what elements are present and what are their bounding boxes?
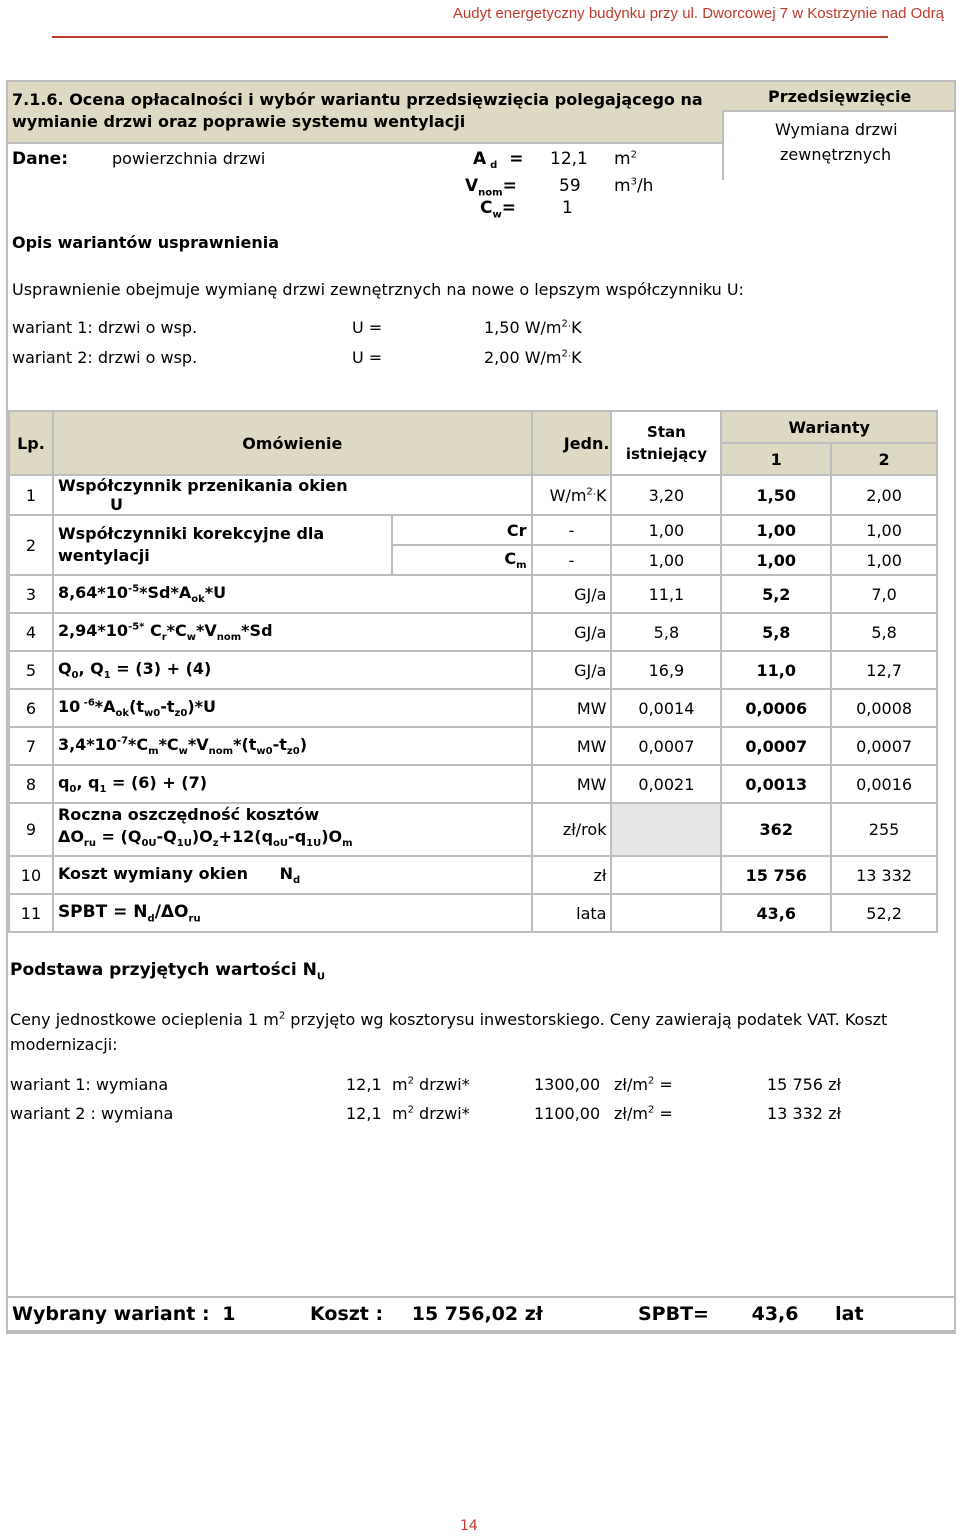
basis-heading-text: Podstawa przyjętych wartości N xyxy=(10,960,317,980)
cost-variant1-unit-sup: 2 xyxy=(407,1075,414,1087)
cost-variant1-unit-tail: drzwi* xyxy=(413,1075,470,1094)
row8-unit: MW xyxy=(532,765,612,803)
row1-unit-sup: 2. xyxy=(586,486,596,498)
cost-variant2-total: 13 332 zł xyxy=(767,1104,842,1123)
row1-lp: 1 xyxy=(9,475,53,515)
table-row xyxy=(9,689,937,727)
ad-unit-base: m xyxy=(614,149,631,169)
project-divider xyxy=(722,110,724,180)
variant2-value-base: 2,00 W/m xyxy=(484,348,562,367)
page-number: 14 xyxy=(460,1518,478,1534)
row1-current: 3,20 xyxy=(611,475,721,515)
document-header-title: Audyt energetyczny budynku przy ul. Dworcowej 7 w Kostrzynie nad Odrą xyxy=(452,5,944,22)
cost-variant1-price-sup: 2 xyxy=(647,1075,655,1087)
row2a-v1: 1,00 xyxy=(721,515,831,545)
row7-unit: MW xyxy=(532,727,612,765)
col-current-line1: Stan xyxy=(647,423,686,441)
cost-variant2-unit-sup: 2 xyxy=(407,1104,414,1116)
project-label: Przedsięwzięcie xyxy=(768,87,912,106)
cost-variant1-price: 1300,00 xyxy=(534,1075,601,1094)
ad-symbol-sub: d xyxy=(490,160,498,172)
row7-lp: 7 xyxy=(9,727,53,765)
row8-v2: 0,0016 xyxy=(831,765,937,803)
table-row xyxy=(9,613,937,651)
row5-formula: $Q_0$, $Q_1 = (3) + (4)$ xyxy=(53,651,532,689)
row3-unit: GJ/a xyxy=(532,575,612,613)
row6-unit: MW xyxy=(532,689,612,727)
summary-cost-value: 15 756,02 zł xyxy=(411,1303,543,1325)
table-row xyxy=(9,765,937,803)
cost-variant2-price: 1100,00 xyxy=(534,1104,601,1123)
cost-variant1-price-unit xyxy=(614,1075,673,1094)
basis-heading-sub: U xyxy=(316,971,325,983)
vnom-unit-sup: 3 xyxy=(630,176,637,188)
row11-unit: lata xyxy=(532,894,612,932)
variant2-u: U = xyxy=(352,348,383,367)
row9-unit: zł/rok xyxy=(532,803,612,856)
basis-text1b: przyjęto wg kosztorysu inwestorskiego. Ceny zawierają podatek VAT. Koszt xyxy=(285,1010,888,1029)
variant1-value-tail: K xyxy=(571,318,582,337)
col-description: Omówienie xyxy=(53,411,532,475)
variant1-u: U = xyxy=(352,318,383,337)
row8-lp: 8 xyxy=(9,765,53,803)
basis-heading xyxy=(10,960,325,982)
ad-value: 12,1 xyxy=(550,149,588,169)
row9-current xyxy=(611,803,721,856)
row10-v1: 15 756 xyxy=(721,856,831,894)
cw-symbol xyxy=(480,198,516,220)
basis-text1a: Ceny jednostkowe ocieplenia 1 m xyxy=(10,1010,279,1029)
row11-v1: 43,6 xyxy=(721,894,831,932)
row5-lp: 5 xyxy=(9,651,53,689)
row6-v1: 0,0006 xyxy=(721,689,831,727)
variant2-value xyxy=(484,348,582,367)
row9-v1: 362 xyxy=(721,803,831,856)
vnom-eq: = xyxy=(502,176,517,196)
summary-cost xyxy=(310,1303,543,1325)
ad-unit-sup: 2 xyxy=(630,149,637,161)
col-unit: Jedn. xyxy=(532,411,612,475)
table-row xyxy=(9,475,937,515)
cost-variant2-eq: = xyxy=(654,1104,673,1123)
row7-current: 0,0007 xyxy=(611,727,721,765)
row2-desc xyxy=(53,515,392,575)
calculation-table xyxy=(8,410,938,933)
row2b-sym xyxy=(392,545,532,575)
cost-variant1-unit xyxy=(392,1075,470,1094)
given-label: Dane: xyxy=(12,149,69,169)
row2a-sym: Cr xyxy=(392,515,532,545)
row1-desc xyxy=(53,475,392,515)
vnom-unit xyxy=(614,176,653,196)
row8-current: 0,0021 xyxy=(611,765,721,803)
cost-variant1-total: 15 756 zł xyxy=(767,1075,842,1094)
section-title-line2: wymianie drzwi oraz poprawie systemu wentylacji xyxy=(12,112,466,131)
row6-current: 0,0014 xyxy=(611,689,721,727)
row2-desc-line2: wentylacji xyxy=(57,546,150,565)
row2-desc-line1: Współczynniki korekcyjne dla xyxy=(57,524,325,543)
header-rule xyxy=(52,36,888,38)
row11-formula: SPBT = $N_d/\Delta O_{ru}$ xyxy=(53,894,532,932)
ad-eq: = xyxy=(509,149,524,169)
vnom-unit-tail: /h xyxy=(636,176,654,196)
table-row xyxy=(9,575,937,613)
cost-variant2-label: wariant 2 : wymiana xyxy=(10,1104,174,1123)
row10-unit: zł xyxy=(532,856,612,894)
row8-formula: $q_0$, $q_1 = (6) + (7)$ xyxy=(53,765,532,803)
row6-v2: 0,0008 xyxy=(831,689,937,727)
table-row xyxy=(9,856,937,894)
cost-variant1-unit-base: m xyxy=(392,1075,408,1094)
row10-lp: 10 xyxy=(9,856,53,894)
variant2-value-tail: K xyxy=(571,348,582,367)
row10-desc xyxy=(53,856,532,894)
row2a-current: 1,00 xyxy=(611,515,721,545)
row1-v2: 2,00 xyxy=(831,475,937,515)
col-variants: Warianty xyxy=(721,411,937,443)
table-header-row xyxy=(9,411,937,443)
summary-spbt-label: SPBT= xyxy=(638,1303,709,1325)
row2a-unit: - xyxy=(532,515,612,545)
row1-unit xyxy=(532,475,612,515)
ad-symbol xyxy=(473,149,524,171)
cost-variant2-price-unit xyxy=(614,1104,673,1123)
row9-desc xyxy=(53,803,532,856)
row11-current xyxy=(611,894,721,932)
ad-unit xyxy=(614,149,637,169)
row5-v1: 11,0 xyxy=(721,651,831,689)
summary-spbt-value: 43,6 xyxy=(751,1303,799,1325)
cost-variant2-qty: 12,1 xyxy=(346,1104,382,1123)
row6-lp: 6 xyxy=(9,689,53,727)
row2b-v1: 1,00 xyxy=(721,545,831,575)
row1-spacer xyxy=(392,475,532,515)
variants-intro: Usprawnienie obejmuje wymianę drzwi zewnętrznych na nowe o lepszym współczynniku U: xyxy=(12,280,744,299)
row3-v1: 5,2 xyxy=(721,575,831,613)
summary-spbt-unit: lat xyxy=(835,1303,864,1325)
door-area-description: powierzchnia drzwi xyxy=(112,149,266,168)
row7-v2: 0,0007 xyxy=(831,727,937,765)
row2a-v2: 1,00 xyxy=(831,515,937,545)
section-title-line1: 7.1.6. Ocena opłacalności i wybór wariantu przedsięwzięcia polegającego na xyxy=(12,90,703,109)
variant1-value xyxy=(484,318,582,337)
row2b-v2: 1,00 xyxy=(831,545,937,575)
basis-text-line1 xyxy=(10,1010,887,1029)
table-row xyxy=(9,803,937,856)
row1-desc-text: Współczynnik przenikania okien xyxy=(57,476,348,495)
row10-v2: 13 332 xyxy=(831,856,937,894)
cost-variant1-label: wariant 1: wymiana xyxy=(10,1075,169,1094)
row4-current: 5,8 xyxy=(611,613,721,651)
row5-v2: 12,7 xyxy=(831,651,937,689)
row9-v2: 255 xyxy=(831,803,937,856)
row5-current: 16,9 xyxy=(611,651,721,689)
row11-lp: 11 xyxy=(9,894,53,932)
summary-spbt xyxy=(638,1303,864,1325)
row10-sym-base: N xyxy=(279,864,293,884)
table-row xyxy=(9,515,937,545)
row7-formula: $3,4*10^{-7}*C_m*C_w*V_{nom}*(t_{w0}-t_{z0})$ xyxy=(53,727,532,765)
cw-value: 1 xyxy=(562,198,573,218)
variant2-value-sup: 2. xyxy=(561,348,572,360)
row4-lp: 4 xyxy=(9,613,53,651)
cost-variant1-price-unit-base: zł/m xyxy=(614,1075,648,1094)
cost-variant2-unit-base: m xyxy=(392,1104,408,1123)
row10-sym xyxy=(279,864,301,887)
cost-variant2-unit-tail: drzwi* xyxy=(413,1104,470,1123)
row11-v2: 52,2 xyxy=(831,894,937,932)
variant1-label: wariant 1: drzwi o wsp. xyxy=(12,318,198,337)
cost-variant2-price-unit-base: zł/m xyxy=(614,1104,648,1123)
row10-current xyxy=(611,856,721,894)
row4-formula: $2,94*10^{-5*}$ $C_r*C_w*V_{nom}*Sd$ xyxy=(53,613,532,651)
summary-chosen xyxy=(12,1303,235,1325)
project-name-line2: zewnętrznych xyxy=(780,145,892,164)
row9-desc-line1: Roczna oszczędność kosztów xyxy=(57,805,320,824)
row1-sym: U xyxy=(109,495,123,514)
row1-v1: 1,50 xyxy=(721,475,831,515)
cost-variant2-unit xyxy=(392,1104,470,1123)
col-current xyxy=(611,411,721,475)
col-variant-1: 1 xyxy=(721,443,831,475)
row9-formula: $\Delta O_{ru} = (Q_{0U}-Q_{1U})O_z+12(q_{oU}-q_{1U})O_m$ xyxy=(57,827,353,850)
row10-desc-text: Koszt wymiany okien xyxy=(57,864,249,884)
variants-heading: Opis wariantów usprawnienia xyxy=(12,233,279,252)
row3-v2: 7,0 xyxy=(831,575,937,613)
row1-unit-base: W/m xyxy=(549,485,587,505)
row3-lp: 3 xyxy=(9,575,53,613)
row6-formula: 10 $^{-6}*A_{ok}(t_{w0}-t_{z0})*U$ xyxy=(53,689,532,727)
row9-lp: 9 xyxy=(9,803,53,856)
variant1-value-base: 1,50 W/m xyxy=(484,318,562,337)
row1-unit-tail: K xyxy=(595,485,607,505)
cost-variant2-price-sup: 2 xyxy=(647,1104,655,1116)
basis-text-line2: modernizacji: xyxy=(10,1035,118,1054)
table-row xyxy=(9,651,937,689)
row2b-sym-base: C xyxy=(504,548,517,568)
row2-lp: 2 xyxy=(9,515,53,575)
ad-symbol-letter: A xyxy=(473,149,487,169)
summary-chosen-label: Wybrany wariant : xyxy=(12,1303,210,1325)
row4-v2: 5,8 xyxy=(831,613,937,651)
vnom-value: 59 xyxy=(559,176,581,196)
summary-cost-label: Koszt : xyxy=(310,1303,384,1325)
row3-formula: $8,64*10^{-5}*Sd*A_{ok}*U$ xyxy=(53,575,532,613)
variant1-value-sup: 2. xyxy=(561,318,572,330)
basis-text1-sup: 2 xyxy=(278,1010,286,1022)
row4-unit: GJ/a xyxy=(532,613,612,651)
variant2-label: wariant 2: drzwi o wsp. xyxy=(12,348,198,367)
table-row xyxy=(9,894,937,932)
vnom-letter: V xyxy=(465,176,479,196)
summary-chosen-value: 1 xyxy=(222,1303,236,1325)
cost-variant1-eq: = xyxy=(654,1075,673,1094)
cost-variant1-qty: 12,1 xyxy=(346,1075,382,1094)
col-variant-2: 2 xyxy=(831,443,937,475)
row10-sym-sub: d xyxy=(292,875,301,887)
project-name-line1: Wymiana drzwi xyxy=(775,120,898,139)
row8-v1: 0,0013 xyxy=(721,765,831,803)
cw-letter: C xyxy=(480,198,493,218)
row2b-sym-sub: m xyxy=(516,560,527,572)
col-lp: Lp. xyxy=(9,411,53,475)
vnom-unit-base: m xyxy=(614,176,631,196)
row2b-current: 1,00 xyxy=(611,545,721,575)
row5-unit: GJ/a xyxy=(532,651,612,689)
vnom-symbol xyxy=(465,176,517,198)
cw-sub: w xyxy=(492,209,502,221)
row4-v1: 5,8 xyxy=(721,613,831,651)
table-row xyxy=(9,727,937,765)
row3-current: 11,1 xyxy=(611,575,721,613)
vnom-sub: nom xyxy=(478,187,503,199)
cw-eq: = xyxy=(501,198,516,218)
row2b-unit: - xyxy=(532,545,612,575)
row7-v1: 0,0007 xyxy=(721,727,831,765)
col-current-line2: istniejący xyxy=(625,445,707,463)
